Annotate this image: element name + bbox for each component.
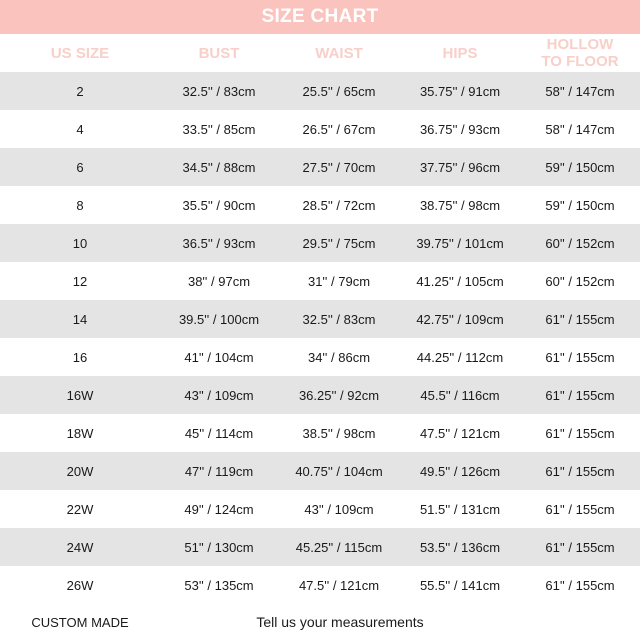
cell-bust: 53'' / 135cm [184,577,254,593]
cell-hips: 38.75'' / 98cm [419,197,501,213]
cell-hips: 51.5'' / 131cm [419,501,501,517]
cell-us-size: 26W [66,577,94,593]
cell-waist: 34'' / 86cm [307,349,371,365]
table-row [0,414,640,452]
table-header [0,34,640,72]
cell-bust: 38'' / 97cm [187,273,251,289]
cell-hips: 53.5'' / 136cm [419,539,501,555]
cell-waist: 29.5'' / 75cm [302,235,376,251]
table-row [0,338,640,376]
cell-bust: 32.5'' / 83cm [182,83,256,99]
cell-bust: 43'' / 109cm [184,387,254,403]
header-us-size: US SIZE [50,44,110,62]
cell-bust: 41'' / 104cm [184,349,254,365]
cell-hollow-to-floor: 61'' / 155cm [545,463,615,479]
cell-bust: 51'' / 130cm [184,539,254,555]
cell-bust: 35.5'' / 90cm [182,197,256,213]
cell-bust: 39.5'' / 100cm [178,311,260,327]
cell-us-size: 8 [76,197,84,213]
cell-bust: 36.5'' / 93cm [182,235,256,251]
cell-hollow-to-floor: 59'' / 150cm [545,197,615,213]
cell-hips: 39.75'' / 101cm [416,235,504,251]
cell-hollow-to-floor: 61'' / 155cm [545,425,615,441]
header-hips: HIPS [442,44,478,62]
measurements-note: Tell us your measurements [256,614,424,630]
cell-bust: 47'' / 119cm [184,463,254,479]
cell-waist: 43'' / 109cm [304,501,374,517]
cell-us-size: 14 [72,311,88,327]
cell-us-size: 20W [66,463,94,479]
cell-waist: 45.25'' / 115cm [295,539,383,555]
cell-hips: 45.5'' / 116cm [420,387,500,403]
header-hollow-line2: TO FLOOR [541,53,619,70]
cell-hollow-to-floor: 61'' / 155cm [545,349,615,365]
cell-waist: 28.5'' / 72cm [302,197,376,213]
table-body [0,72,640,604]
cell-waist: 38.5'' / 98cm [302,425,376,441]
cell-bust: 49'' / 124cm [184,501,254,517]
cell-hips: 44.25'' / 112cm [416,349,504,365]
table-row [0,452,640,490]
header-waist: WAIST [315,44,363,62]
cell-us-size: 22W [66,501,94,517]
cell-hollow-to-floor: 61'' / 155cm [545,539,615,555]
cell-us-size: 10 [72,235,88,251]
cell-waist: 31'' / 79cm [307,273,371,289]
cell-hollow-to-floor: 61'' / 155cm [545,387,615,403]
footer [0,604,640,640]
cell-us-size: 4 [76,121,84,137]
cell-waist: 32.5'' / 83cm [302,311,376,327]
table-row [0,110,640,148]
table-row [0,72,640,110]
cell-us-size: 16W [66,387,94,403]
cell-us-size: 16 [72,349,88,365]
cell-bust: 33.5'' / 85cm [182,121,256,137]
header-hollow-to-floor [520,34,640,72]
cell-hips: 47.5'' / 121cm [419,425,501,441]
cell-hips: 37.75'' / 96cm [419,159,501,175]
cell-hollow-to-floor: 60'' / 152cm [545,235,615,251]
table-row [0,566,640,604]
table-row [0,186,640,224]
cell-hollow-to-floor: 58'' / 147cm [545,83,615,99]
cell-bust: 45'' / 114cm [184,425,254,441]
cell-waist: 47.5'' / 121cm [298,577,380,593]
custom-made-label: CUSTOM MADE [31,614,129,630]
title-bar [0,0,640,34]
cell-hips: 41.25'' / 105cm [416,273,504,289]
cell-us-size: 18W [66,425,94,441]
header-bust: BUST [198,44,240,62]
cell-hips: 36.75'' / 93cm [419,121,501,137]
table-row [0,490,640,528]
cell-hollow-to-floor: 61'' / 155cm [545,501,615,517]
cell-us-size: 2 [76,83,84,99]
cell-hollow-to-floor: 59'' / 150cm [545,159,615,175]
cell-waist: 40.75'' / 104cm [295,463,383,479]
cell-waist: 36.25'' / 92cm [298,387,380,403]
cell-hips: 42.75'' / 109cm [416,311,504,327]
cell-us-size: 12 [72,273,88,289]
cell-hollow-to-floor: 61'' / 155cm [545,311,615,327]
cell-hips: 55.5'' / 141cm [419,577,501,593]
cell-waist: 25.5'' / 65cm [302,83,376,99]
cell-bust: 34.5'' / 88cm [182,159,256,175]
cell-us-size: 24W [66,539,94,555]
table-row [0,376,640,414]
table-row [0,300,640,338]
cell-hips: 35.75'' / 91cm [419,83,501,99]
table-row [0,528,640,566]
header-hollow-line1: HOLLOW [546,36,614,53]
cell-hollow-to-floor: 58'' / 147cm [545,121,615,137]
table-row [0,224,640,262]
chart-title: SIZE CHART [261,6,379,27]
table-row [0,262,640,300]
cell-hollow-to-floor: 61'' / 155cm [545,577,615,593]
cell-hollow-to-floor: 60'' / 152cm [545,273,615,289]
table-row [0,148,640,186]
cell-us-size: 6 [76,159,84,175]
cell-hips: 49.5'' / 126cm [419,463,501,479]
cell-waist: 26.5'' / 67cm [302,121,376,137]
cell-waist: 27.5'' / 70cm [302,159,376,175]
